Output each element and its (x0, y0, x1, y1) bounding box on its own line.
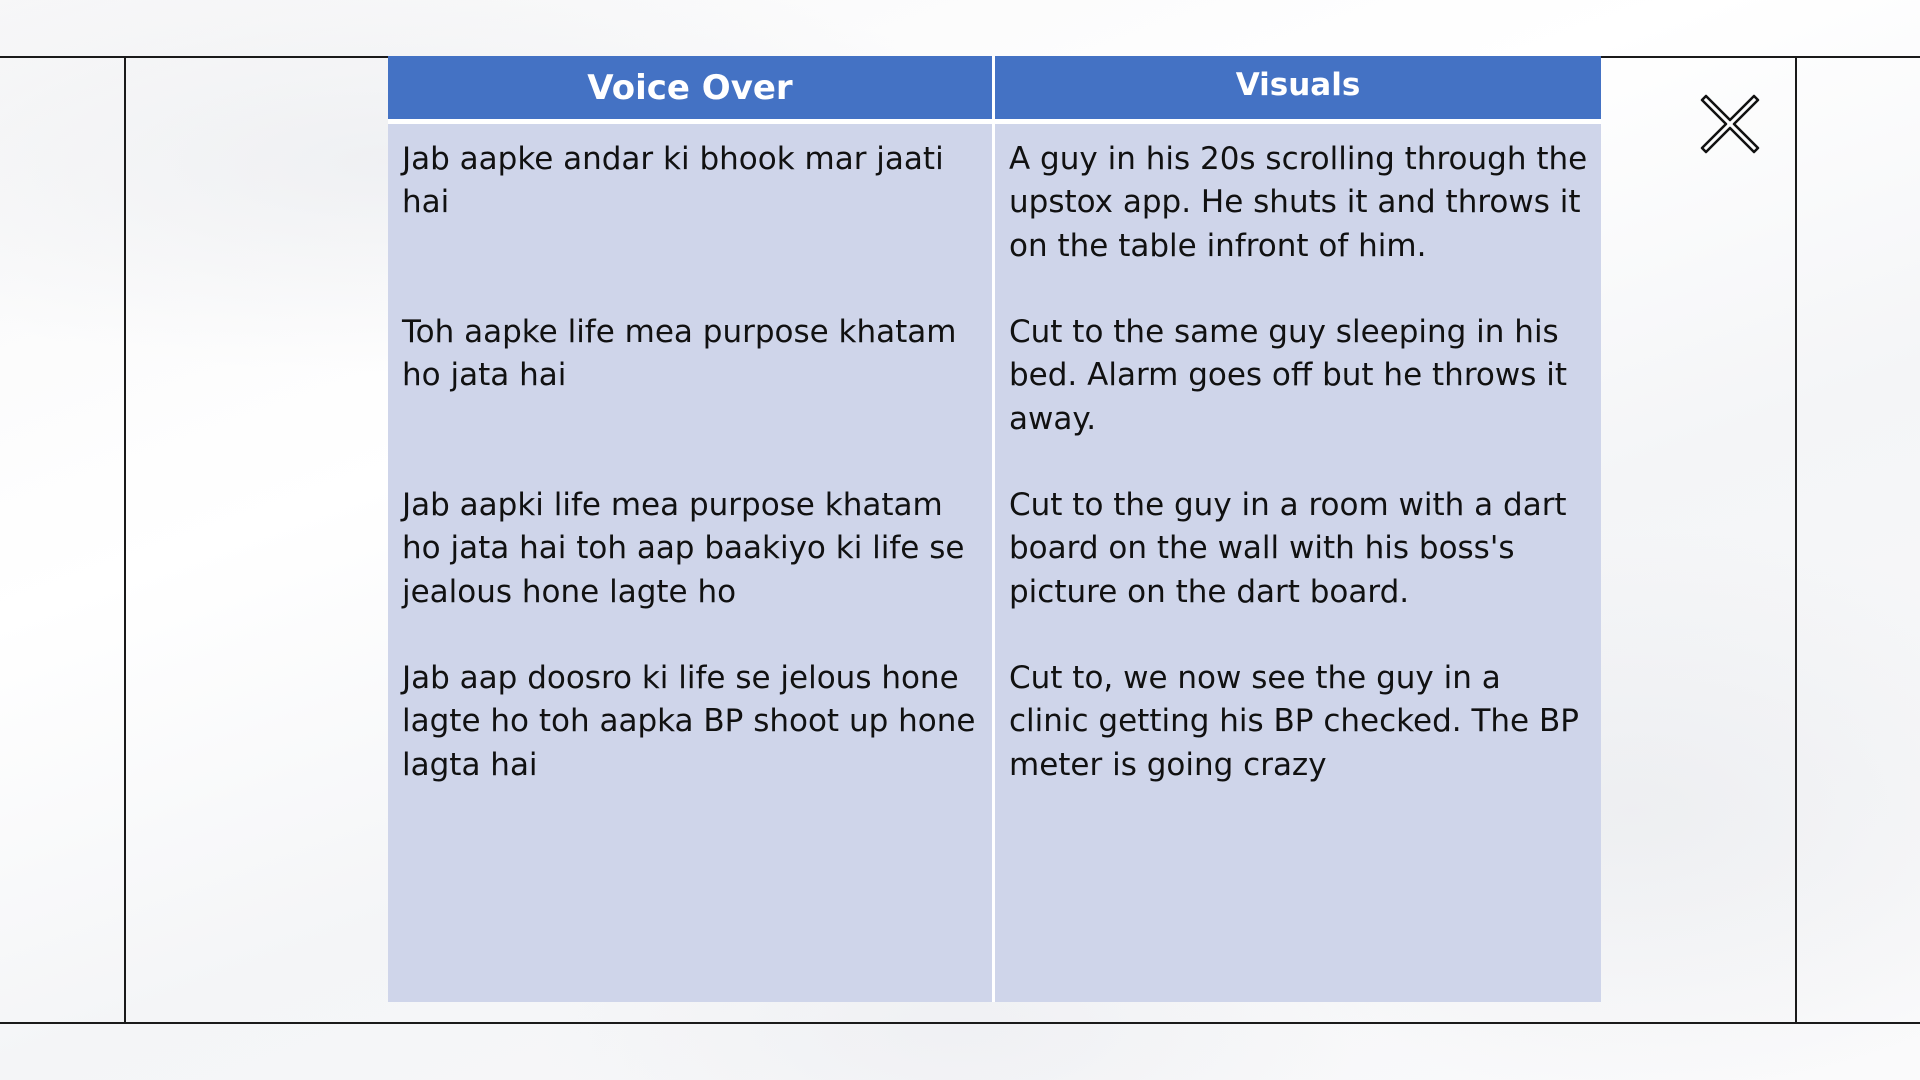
voice-over-line-4: Jab aap doosro ki life se jelous hone lagte ho toh aapka BP shoot up hone lagta hai (402, 660, 976, 783)
frame-left-line (124, 56, 126, 1024)
frame-bottom-line (0, 1022, 1920, 1024)
voice-over-line-1: Jab aapke andar ki bhook mar jaati hai (402, 141, 944, 221)
voice-over-line-2: Toh aapke life mea purpose khatam ho jata hai (402, 314, 957, 394)
visuals-header: Visuals (995, 56, 1601, 119)
voice-over-header: Voice Over (388, 56, 992, 119)
visuals-line-4: Cut to, we now see the guy in a clinic getting his BP checked. The BP meter is going crazy (1009, 660, 1579, 783)
voice-over-column (388, 124, 992, 1002)
visuals-line-2: Cut to the same guy sleeping in his bed. Alarm goes off but he throws it away. (1009, 314, 1567, 437)
script-table (388, 56, 1601, 1002)
frame-right-line (1795, 56, 1797, 1024)
voice-over-line-3: Jab aapki life mea purpose khatam ho jata hai toh aap baakiyo ki life se jealous hone lagte ho (402, 487, 965, 610)
visuals-line-1: A guy in his 20s scrolling through the upstox app. He shuts it and throws it on the table infront of him. (1009, 141, 1588, 264)
visuals-line-3: Cut to the guy in a room with a dart board on the wall with his boss's picture on the dart board. (1009, 487, 1567, 610)
close-icon[interactable] (1700, 94, 1760, 154)
visuals-column (995, 124, 1601, 1002)
